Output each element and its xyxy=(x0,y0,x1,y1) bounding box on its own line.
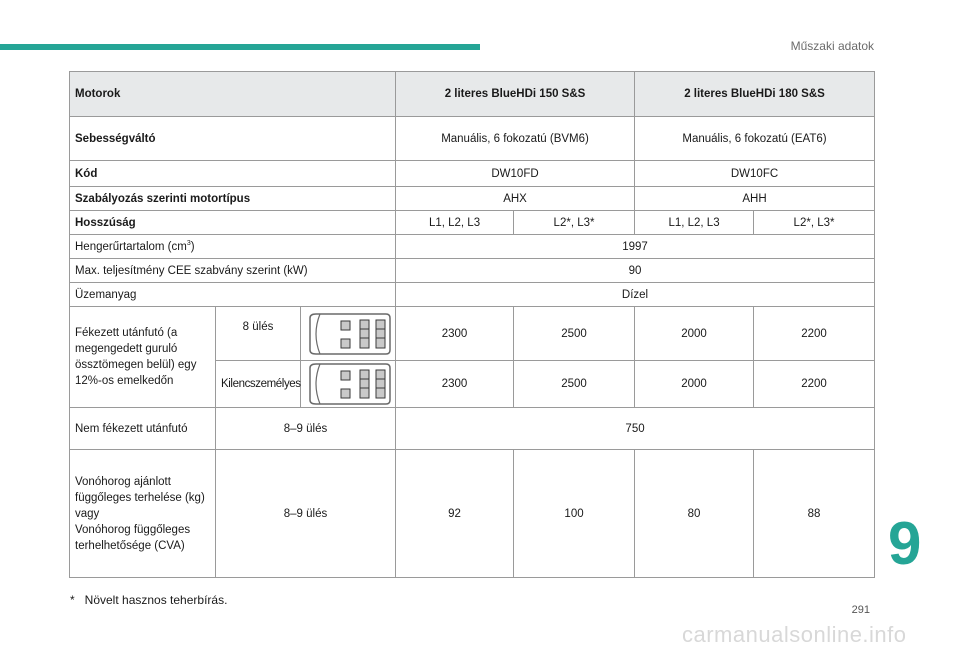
unbraked-trailer-label: Nem fékezett utánfutó xyxy=(70,408,216,450)
gearbox-value-1: Manuális, 6 fokozatú (BVM6) xyxy=(396,117,635,161)
displacement-label-text: Hengerűrtartalom (cm xyxy=(75,240,187,253)
header-accent-bar xyxy=(0,44,480,50)
towbar-value-4: 88 xyxy=(754,450,875,578)
displacement-label-close: ) xyxy=(190,240,195,253)
towbar-value-2: 100 xyxy=(514,450,635,578)
braked-trailer-label: Fékezett utánfutó (a megengedett guruló össztömegen belül) egy 12%-os emelkedőn xyxy=(70,307,216,408)
footnote-marker: * xyxy=(70,593,75,607)
towbar-label-line-2: vagy xyxy=(75,507,100,520)
page-number: 291 xyxy=(851,604,870,616)
gearbox-label: Sebességváltó xyxy=(70,117,396,161)
braked-9-value-2: 2500 xyxy=(514,361,635,408)
chapter-number: 9 xyxy=(888,510,922,577)
braked-seats-9: Kilencszemélyes xyxy=(216,361,301,408)
braked-8-value-1: 2300 xyxy=(396,307,514,361)
reg-label: Szabályozás szerinti motortípus xyxy=(70,187,396,211)
length-value-4: L2*, L3* xyxy=(754,211,875,235)
table-row xyxy=(70,117,875,161)
table-row xyxy=(70,450,875,578)
reg-value-2: AHH xyxy=(635,187,875,211)
length-value-1: L1, L2, L3 xyxy=(396,211,514,235)
towbar-value-1: 92 xyxy=(396,450,514,578)
table-row xyxy=(70,259,875,283)
braked-8-value-4: 2200 xyxy=(754,307,875,361)
power-label: Max. teljesítmény CEE szabvány szerint (kW) xyxy=(70,259,396,283)
code-label: Kód xyxy=(70,161,396,187)
length-value-2: L2*, L3* xyxy=(514,211,635,235)
towbar-value-3: 80 xyxy=(635,450,754,578)
footnote-text: Növelt hasznos teherbírás. xyxy=(84,593,228,607)
braked-8-value-3: 2000 xyxy=(635,307,754,361)
unbraked-value: 750 xyxy=(396,408,875,450)
table-row xyxy=(70,211,875,235)
towbar-label xyxy=(70,450,216,578)
reg-value-1: AHX xyxy=(396,187,635,211)
towbar-label-line-3: Vonóhorog függőleges terhelhetősége (CVA) xyxy=(75,523,191,552)
van-8-seat-layout-icon xyxy=(301,307,396,361)
table-row xyxy=(70,283,875,307)
table-row xyxy=(70,408,875,450)
table-row xyxy=(70,307,875,361)
table-header-row xyxy=(70,72,875,117)
code-value-2: DW10FC xyxy=(635,161,875,187)
length-value-3: L1, L2, L3 xyxy=(635,211,754,235)
specs-table xyxy=(69,71,875,578)
footnote xyxy=(70,593,227,607)
displacement-value: 1997 xyxy=(396,235,875,259)
power-value: 90 xyxy=(396,259,875,283)
table-row xyxy=(70,187,875,211)
length-label: Hosszúság xyxy=(70,211,396,235)
displacement-unit-sup: 3 xyxy=(186,240,191,248)
unbraked-seats: 8–9 ülés xyxy=(216,408,396,450)
watermark: carmanualsonline.info xyxy=(682,622,907,647)
header-engines: Motorok xyxy=(70,72,396,117)
braked-seats-8: 8 ülés xyxy=(216,307,301,361)
fuel-value: Dízel xyxy=(396,283,875,307)
van-9-seat-layout-icon xyxy=(301,361,396,408)
gearbox-value-2: Manuális, 6 fokozatú (EAT6) xyxy=(635,117,875,161)
towbar-seats: 8–9 ülés xyxy=(216,450,396,578)
section-title: Műszaki adatok xyxy=(790,39,874,53)
table-row xyxy=(70,161,875,187)
braked-9-value-1: 2300 xyxy=(396,361,514,408)
fuel-label: Üzemanyag xyxy=(70,283,396,307)
braked-9-value-4: 2200 xyxy=(754,361,875,408)
braked-8-value-2: 2500 xyxy=(514,307,635,361)
braked-9-value-3: 2000 xyxy=(635,361,754,408)
table-row xyxy=(70,235,875,259)
code-value-1: DW10FD xyxy=(396,161,635,187)
header-engine-180: 2 literes BlueHDi 180 S&S xyxy=(635,72,875,117)
displacement-label xyxy=(70,235,396,259)
header-engine-150: 2 literes BlueHDi 150 S&S xyxy=(396,72,635,117)
towbar-label-line-1: Vonóhorog ajánlott függőleges terhelése (kg) xyxy=(75,475,205,504)
